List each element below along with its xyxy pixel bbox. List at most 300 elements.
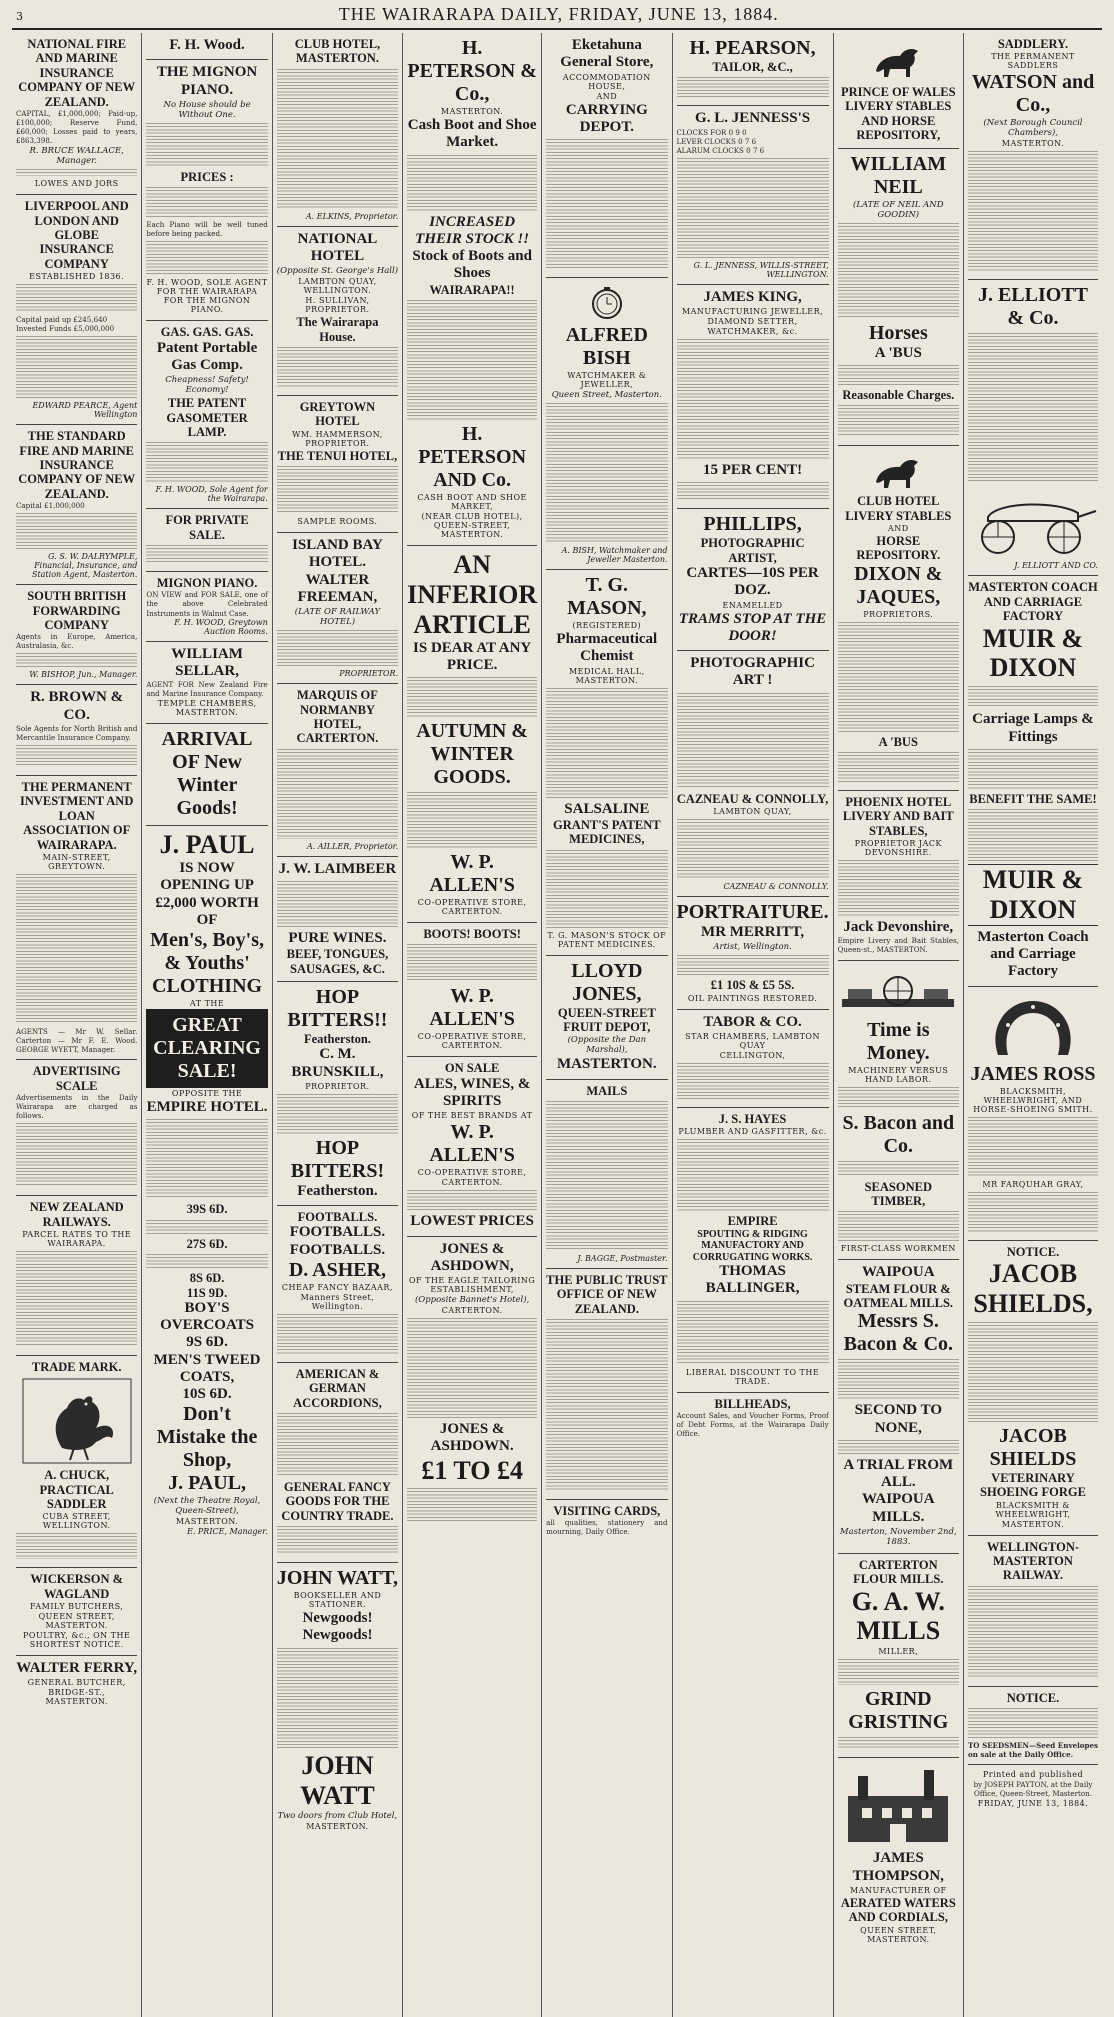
ad-heading: WALTER FERRY, xyxy=(16,1660,138,1677)
columns xyxy=(12,33,1102,2017)
price-row: CLOCKS FOR 0 9 0 xyxy=(676,127,747,137)
ad-heading: SOUTH BRITISH FORWARDING COMPANY xyxy=(27,589,127,632)
ad-heading: GAS. GAS. GAS. xyxy=(160,325,254,340)
horse-icon xyxy=(838,41,959,81)
ad-national-hotel xyxy=(277,227,398,396)
ad-line: CAZNEAU & CONNOLLY, xyxy=(676,791,829,806)
ad-james-thompson xyxy=(838,1758,959,1949)
ad-line: No House should be Without One. xyxy=(163,99,251,120)
ad-heading: PHOENIX HOTEL LIVERY AND BAIT STABLES, xyxy=(842,795,954,838)
ad-line: WATCHMAKER & JEWELLER, xyxy=(567,371,647,389)
ad-line: TRAMS STOP AT THE DOOR! xyxy=(678,610,827,644)
ad-line: AND xyxy=(887,523,909,533)
ad-line: 15 PER CENT! xyxy=(702,462,803,479)
ad-signature: A. BISH, Watchmaker and Jeweller Masterton. xyxy=(561,546,668,564)
ad-heading: BILLHEADS, xyxy=(714,1396,791,1411)
imprint-line: by JOSEPH PAYTON, at the Daily Office, Queen-Street, Masterton. xyxy=(973,1780,1093,1799)
price: 10S 6D. xyxy=(182,1386,232,1403)
ad-line: SEASONED TIMBER, xyxy=(864,1179,932,1208)
ad-line: W. P. ALLEN'S xyxy=(429,985,515,1031)
ad-line: GRIND GRISTING xyxy=(848,1688,949,1734)
imprint xyxy=(968,1765,1098,1814)
ad-line: MASTERTON. xyxy=(306,1822,369,1832)
ad-permanent-investment xyxy=(16,776,137,1060)
ad-line: CARTERTON. xyxy=(441,1178,503,1188)
ad-heading: GREYTOWN HOTEL xyxy=(299,400,376,429)
ad-line: MUIR & DIXON xyxy=(982,623,1084,683)
column-8 xyxy=(964,33,1102,2017)
ad-signature: EDWARD PEARCE, Agent Wellington xyxy=(32,401,138,420)
ad-line: (REGISTERED) xyxy=(572,621,642,630)
ad-heading: PHOTOGRAPHIC ART ! xyxy=(690,655,815,689)
rooster-trademark-icon xyxy=(16,1378,137,1464)
ad-line: WALTER FREEMAN, xyxy=(297,571,378,605)
price: 27S 6D. xyxy=(186,1236,228,1251)
ad-heading: FOOTBALLS. xyxy=(297,1210,378,1224)
ad-advertising-scale xyxy=(16,1060,137,1196)
ad-heading: CLUB HOTEL, MASTERTON. xyxy=(294,37,381,66)
ad-line: (Opposite the Dan Marshal), xyxy=(567,1035,647,1056)
ad-prince-of-wales xyxy=(838,33,959,149)
ad-ales-wines xyxy=(407,1057,537,1236)
ad-line: THE PATENT GASOMETER LAMP. xyxy=(166,396,248,439)
ad-william-neil xyxy=(838,149,959,447)
ad-line: A TRIAL FROM ALL. xyxy=(843,1456,954,1491)
ad-club-hotel xyxy=(277,33,398,227)
ad-line: (LATE OF RAILWAY HOTEL) xyxy=(294,607,381,628)
ad-south-british xyxy=(16,585,137,685)
ad-heading: R. BROWN & CO. xyxy=(30,689,124,723)
ad-line: CASH BOOT AND SHOE MARKET, xyxy=(417,492,527,511)
ad-heading: F. H. Wood. xyxy=(169,37,245,53)
ad-jacob-shields xyxy=(968,1241,1098,1536)
ad-line: LIBERAL DISCOUNT TO THE TRADE. xyxy=(685,1367,820,1386)
ad-line: Manners Street, Wellington. xyxy=(300,1292,375,1311)
ad-heading: VISITING CARDS, xyxy=(553,1504,661,1518)
ad-line: R. BRUCE WALLACE, Manager. xyxy=(29,146,124,167)
ad-line: CELLINGTON, xyxy=(719,1050,786,1060)
ad-hayes-plumber xyxy=(677,1108,829,1393)
ad-line: MANUFACTURER OF xyxy=(850,1885,947,1895)
ad-eketahuna xyxy=(546,33,667,278)
ad-time-is-money xyxy=(838,961,959,1261)
ad-saddlery xyxy=(968,33,1098,280)
ad-heading: THE PERMANENT INVESTMENT AND LOAN ASSOCIATION OF WAIRARAPA. xyxy=(20,780,134,852)
ad-jones-ashdown xyxy=(407,1237,537,1531)
ad-heading: CLUB HOTEL LIVERY STABLES xyxy=(845,494,952,523)
ad-line: MACHINERY VERSUS HAND LABOR. xyxy=(848,1065,949,1084)
ad-alfred-bish xyxy=(546,278,667,570)
ad-heading: JAMES THOMPSON, xyxy=(852,1850,944,1884)
ad-line: HORSE REPOSITORY. xyxy=(856,533,941,563)
ad-line: WAIPOUA MILLS. xyxy=(862,1491,935,1525)
ad-signature: G. L. JENNESS, WILLIS-STREET, WELLINGTON. xyxy=(693,260,829,279)
ad-mails xyxy=(546,1080,667,1269)
ad-line: Stock of Boots and Shoes xyxy=(412,248,532,282)
ad-line: Capital £1,000,000 xyxy=(16,501,85,511)
ad-line: W. P. ALLEN'S xyxy=(429,851,515,897)
ad-national-insurance xyxy=(16,33,137,195)
ad-line: CO-OPERATIVE STORE, CARTERTON. xyxy=(417,1032,527,1051)
ad-heading: AMERICAN & GERMAN ACCORDIONS, xyxy=(293,1366,382,1410)
ad-walter-ferry xyxy=(16,1656,137,1712)
ad-heading: Eketahuna General Store, xyxy=(560,37,654,71)
ad-heading: JOHN WATT, xyxy=(276,1567,398,1590)
ad-line: The Wairarapa House. xyxy=(296,315,379,344)
column-7 xyxy=(834,33,964,2017)
ad-signature: J. BAGGE, Postmaster. xyxy=(577,1253,668,1263)
ad-heading: TRADE MARK. xyxy=(31,1359,122,1374)
ad-line: Advertisements in the Daily Wairarapa are charged as follows. xyxy=(16,1092,138,1121)
ad-line: JACOB SHIELDS xyxy=(989,1424,1077,1470)
ad-line: Men's, Boy's, & Youths' CLOTHING xyxy=(150,929,265,998)
ad-line: DIAMOND SETTER, xyxy=(707,317,798,327)
ad-line: MR MERRITT, xyxy=(701,923,805,940)
ad-name: A. CHUCK, PRACTICAL SADDLER xyxy=(39,1468,114,1512)
ad-line: STAR CHAMBERS, LAMBTON QUAY xyxy=(685,1031,820,1050)
ad-line: THE PERMANENT SADDLERS xyxy=(991,52,1075,71)
ad-line: £1 TO £4 xyxy=(421,1455,523,1485)
ad-nz-railways xyxy=(16,1196,137,1356)
ad-line: ALES, WINES, & SPIRITS xyxy=(413,1075,531,1110)
ad-line: INCREASED THEIR STOCK !! xyxy=(415,213,530,247)
ad-line: OF THE EAGLE TAILORING ESTABLISHMENT, xyxy=(408,1276,536,1295)
ad-line: Capital paid up £245,640 xyxy=(16,315,108,325)
ad-line: AGENTS — Mr W. Sellar. Carterton — Mr F. E. Wood. GEORGE WYETT, Manager. xyxy=(16,1026,138,1055)
ad-line: (Opposite St. George's Hall) xyxy=(276,266,399,277)
ad-line: CARTES—10S PER DOZ. xyxy=(686,565,819,599)
masthead xyxy=(12,2,1102,30)
ad-signature: CAZNEAU & CONNOLLY. xyxy=(723,881,829,891)
ad-heading: HOP BITTERS!! xyxy=(287,985,388,1031)
ad-heading: H. PEARSON, xyxy=(689,37,816,59)
ad-signature: E. PRICE, Manager. xyxy=(186,1527,268,1537)
column-6 xyxy=(673,33,834,2017)
ad-line: AERATED WATERS AND CORDIALS, xyxy=(840,1895,956,1925)
ad-heading: THE MIGNON PIANO. xyxy=(156,64,258,98)
ad-line: TAILOR, &C., xyxy=(712,60,793,74)
ad-heading: SADDLERY. xyxy=(997,37,1069,51)
ad-william-sellar xyxy=(146,642,267,725)
ad-heading: G. L. JENNESS'S xyxy=(695,110,811,127)
ad-line: BLACKSMITH & WHEELWRIGHT, xyxy=(995,1500,1071,1519)
ad-line: PROPRIETOR JACK DEVONSHIRE. xyxy=(854,839,942,858)
ad-line: Artist, Wellington. xyxy=(713,942,792,953)
ad-line: PROPRIETORS. xyxy=(863,609,934,619)
ad-line: FIRST-CLASS WORKMEN xyxy=(840,1244,956,1254)
ad-boots xyxy=(407,923,537,1057)
ad-line: C. M. BRUNSKILL, xyxy=(291,1046,384,1080)
ad-wickerson-wagland xyxy=(16,1568,137,1656)
ad-line: QUEEN-STREET FRUIT DEPOT, xyxy=(557,1005,656,1034)
ad-heading: J. PAUL xyxy=(159,830,255,860)
ad-line: IS NOW OPENING UP xyxy=(160,860,254,894)
ad-heading: ON SALE xyxy=(444,1061,500,1076)
ad-line: Each Piano will be well tuned before being packed. xyxy=(146,220,268,239)
ad-heading: MASTERTON COACH AND CARRIAGE FACTORY xyxy=(968,580,1098,624)
ad-line: JONES & ASHDOWN. xyxy=(430,1421,514,1455)
ad-line: WATSON and Co., xyxy=(971,71,1095,117)
ad-line: D. ASHER, xyxy=(288,1258,387,1281)
ad-line: QUEEN STREET, MASTERTON. xyxy=(860,1925,937,1944)
factory-illustration-icon xyxy=(838,1766,959,1846)
ad-line: TEMPLE CHAMBERS, MASTERTON. xyxy=(157,699,257,718)
ad-line: BENEFIT THE SAME! xyxy=(969,791,1097,806)
ad-line: H. SULLIVAN, PROPRIETOR. xyxy=(305,296,370,315)
ad-line: (Next Borough Council Chambers), xyxy=(983,118,1083,139)
ad-heading: JAMES ROSS xyxy=(970,1062,1096,1085)
ad-line: Masterton, November 2nd, 1883. xyxy=(839,1526,957,1547)
ad-lloyd-jones xyxy=(546,956,667,1080)
ad-john-watt xyxy=(277,1563,398,1837)
ad-notice-seedsmen xyxy=(968,1687,1098,1766)
ad-line: PHOTOGRAPHIC ARTIST, xyxy=(700,536,805,565)
ad-line: LOWEST PRICES xyxy=(410,1213,534,1230)
ad-line: CARTERTON. xyxy=(441,1306,503,1316)
ad-line: MEDICAL HALL, MASTERTON. xyxy=(568,666,645,685)
ad-billheads xyxy=(677,1393,829,1444)
ad-line: Agents in Europe, America, Australasia, &c. xyxy=(16,632,138,651)
ad-line: WM. HAMMERSON, PROPRIETOR. xyxy=(292,429,383,448)
ad-line: LAMBTON QUAY, WELLINGTON. xyxy=(298,277,377,296)
ad-line: LOWES AND JORS xyxy=(34,179,119,189)
carriage-illustration-icon xyxy=(968,487,1098,557)
ad-line: A 'BUS xyxy=(874,344,922,361)
ad-waipoua-mills xyxy=(838,1260,959,1554)
ad-line: SECOND TO NONE, xyxy=(854,1402,942,1436)
price: 11S 9D. xyxy=(186,1285,228,1300)
ad-line: S. Bacon and Co. xyxy=(842,1111,955,1157)
ad-line: (Opposite Bannet's Hotel), xyxy=(414,1295,530,1306)
ad-mignon-piano-view xyxy=(146,572,267,642)
ad-line: WAIRARAPA!! xyxy=(429,282,515,297)
ad-line: EMPIRE HOTEL. xyxy=(146,1099,268,1116)
ad-heading: PHILLIPS, xyxy=(703,513,802,536)
ad-line: Patent Portable Gas Comp. xyxy=(156,339,258,373)
ad-line: JACOB SHIELDS, xyxy=(973,1259,1093,1318)
ad-line: HOP BITTERS! xyxy=(290,1136,385,1182)
price: 9S 6D. xyxy=(186,1334,228,1351)
ad-heading: LIVERPOOL AND LONDON AND GLOBE INSURANCE COMPANY xyxy=(24,199,129,271)
ad-photographic-art xyxy=(677,651,829,897)
ad-line: WATCHMAKER, &c. xyxy=(707,327,798,337)
ad-line: ENAMELLED xyxy=(722,600,783,610)
ad-heading: TABOR & CO. xyxy=(703,1013,802,1030)
ad-heading: PORTRAITURE. xyxy=(676,900,829,923)
ad-line: POULTRY, &c., ON THE SHORTEST NOTICE. xyxy=(23,1631,131,1650)
ad-signature: F. H. WOOD, Sole Agent for the Wairarapa. xyxy=(155,485,268,504)
ad-line: £1 10S & £5 5S. xyxy=(710,978,795,993)
ad-line: GENERAL FANCY GOODS FOR THE COUNTRY TRADE. xyxy=(281,1480,394,1523)
ad-tabor xyxy=(677,1010,829,1108)
ad-heading: J. W. LAIMBEER xyxy=(278,860,397,877)
ad-heading: NEW ZEALAND RAILWAYS. xyxy=(29,1200,124,1229)
ad-line: IS DEAR AT ANY PRICE. xyxy=(413,639,532,673)
ad-line: MEN'S TWEED COATS, xyxy=(153,1351,261,1385)
ad-line: AGENT FOR New Zealand Fire and Marine Insurance Company. xyxy=(146,680,268,699)
ad-line: LAMBTON QUAY, xyxy=(713,806,792,816)
clearing-sale-banner: GREAT CLEARING SALE! xyxy=(146,1009,267,1088)
ad-line: CARRYING DEPOT. xyxy=(565,101,648,135)
ad-line: A 'BUS xyxy=(878,734,918,749)
ad-heading: PRINCE OF WALES LIVERY STABLES AND HORSE REPOSITORY, xyxy=(840,85,956,143)
ad-jenness xyxy=(677,106,829,284)
column-2 xyxy=(142,33,272,2017)
ad-greytown-hotel xyxy=(277,396,398,533)
ad-line: £2,000 WORTH OF xyxy=(155,894,259,928)
ad-line: AT THE xyxy=(189,999,225,1009)
watch-icon xyxy=(546,286,667,320)
ad-line: EMPIRE xyxy=(727,1214,778,1229)
ad-railway-timetable xyxy=(968,1536,1098,1687)
ad-line: CO-OPERATIVE STORE, CARTERTON. xyxy=(417,898,527,917)
ad-line: OPPOSITE THE xyxy=(171,1089,243,1099)
ad-line: Invested Funds £5,000,000 xyxy=(16,324,115,334)
ad-heading: BOOTS! BOOTS! xyxy=(423,927,521,942)
ad-line: Masterton Coach and Carriage Factory xyxy=(977,928,1089,980)
ad-heading: WAIPOUA xyxy=(862,1264,935,1281)
ad-signature: A. AILLER, Proprietor. xyxy=(306,841,399,851)
sawmill-illustration-icon xyxy=(838,969,959,1015)
ad-heading: WILLIAM SELLAR, xyxy=(171,645,243,679)
ad-line: BOY'S OVERCOATS xyxy=(160,1299,255,1334)
ad-fh-wood-banner xyxy=(146,33,267,60)
ad-signature: A. ELKINS, Proprietor. xyxy=(305,211,399,221)
ad-james-king xyxy=(677,285,829,510)
ad-marquis-normanby xyxy=(277,684,398,857)
ad-heading: H. PETERSON & Co., xyxy=(407,37,537,105)
ad-liverpool-london xyxy=(16,195,137,425)
ad-line: MASTERTON. xyxy=(1001,1519,1065,1529)
ad-line: SAMPLE ROOMS. xyxy=(297,517,378,527)
ad-line: Reasonable Charges. xyxy=(842,387,955,402)
ad-signature: PROPRIETOR. xyxy=(339,669,399,679)
ad-line: CO-OPERATIVE STORE, xyxy=(417,1168,527,1178)
ad-line: BLACKSMITH, WHEELWRIGHT, AND HORSE-SHOEING SMITH. xyxy=(973,1086,1093,1114)
ad-line: THOMAS BALLINGER, xyxy=(705,1263,800,1297)
horse-icon xyxy=(838,454,959,490)
ad-line: Horses xyxy=(868,321,928,344)
ad-line: (Next the Theatre Royal, Queen-Street), xyxy=(153,1496,261,1517)
ad-line: J. PAUL, xyxy=(168,1472,247,1495)
ad-line: MUIR & DIXON xyxy=(968,864,1098,926)
ad-line: Jack Devonshire, xyxy=(843,919,954,936)
ad-heading: T. G. MASON, xyxy=(567,574,647,619)
ad-line: Empire Livery and Bait Stables, Queen-st., MASTERTON. xyxy=(837,936,959,955)
ad-line: OF THE BEST BRANDS AT xyxy=(411,1111,533,1121)
ad-line: Cash Boot and Shoe Market. xyxy=(407,117,537,151)
ad-portraiture xyxy=(677,897,829,1010)
ad-heading: THE PUBLIC TRUST OFFICE OF NEW ZEALAND. xyxy=(546,1272,668,1316)
ad-footballs xyxy=(277,1206,398,1363)
ad-line: QUEEN STREET, MASTERTON. xyxy=(38,1612,115,1631)
ad-signature: J. ELLIOTT AND CO. xyxy=(1014,561,1098,571)
ad-line: MASTERTON. xyxy=(557,1056,657,1073)
ad-island-bay-hotel xyxy=(277,533,398,684)
ad-club-hotel-livery xyxy=(838,446,959,791)
ad-line: H. PETERSON AND Co. xyxy=(418,422,527,491)
price-row: LEVER CLOCKS 0 7 6 xyxy=(676,136,757,146)
ad-heading: ADVERTISING SCALE xyxy=(32,1064,121,1093)
ad-heading: NOTICE. xyxy=(1006,1690,1060,1705)
ad-laimbeer xyxy=(277,857,398,982)
ad-james-ross xyxy=(968,987,1098,1241)
ad-line: SPOUTING & RIDGING MANUFACTORY AND CORRUGATING WORKS. xyxy=(692,1228,813,1263)
ad-line: Queen Street, Masterton. xyxy=(551,390,662,400)
ad-phoenix-livery xyxy=(838,791,959,961)
ad-line: Account Sales, and Voucher Forms, Proof of Debt Forms, at the Wairarapa Daily Office. xyxy=(676,1410,829,1439)
ad-line: BOOKSELLER AND STATIONER. xyxy=(293,1591,382,1610)
ad-line: THE TENUI HOTEL, xyxy=(277,448,398,463)
ad-private-sale xyxy=(146,509,267,572)
ad-line: CHEAP FANCY BAZAAR, xyxy=(281,1282,393,1292)
ad-heading: WELLINGTON-MASTERTON RAILWAY. xyxy=(986,1539,1080,1583)
ad-heading: ALFRED BISH xyxy=(565,324,648,369)
ad-j-paul xyxy=(146,826,267,1541)
ad-line: VETERINARY SHOEING FORGE xyxy=(980,1470,1086,1500)
ad-heading: ARRIVAL OF New Winter Goods! xyxy=(161,728,253,820)
ad-line: PURE WINES. xyxy=(288,929,387,946)
ad-heading: WILLIAM NEIL xyxy=(850,152,947,198)
ad-line: ESTABLISHED 1836. xyxy=(29,272,125,282)
ad-signature: G. S. W. DALRYMPLE, Financial, Insurance, and Station Agent, Masterton. xyxy=(31,552,138,580)
price: 8S 6D. xyxy=(189,1271,225,1286)
ad-line: (LATE OF NEIL AND GOODIN) xyxy=(853,199,944,220)
ad-arrival-winter-goods xyxy=(146,724,267,826)
ad-line: PROPRIETOR. xyxy=(305,1081,370,1091)
ad-text: CAPITAL, £1,000,000; Paid-up, £100,000; Reserve Fund, £60,000; Losses paid to years, £863,398. xyxy=(16,108,138,146)
ad-signature: W. BISHOP, Jun., Manager. xyxy=(29,670,138,680)
ad-standard-fire xyxy=(16,425,137,585)
column-1 xyxy=(12,33,142,2017)
ad-line: Carriage Lamps & Fittings xyxy=(972,711,1094,745)
imprint-date: FRIDAY, JUNE 13, 1884. xyxy=(977,1799,1089,1809)
ad-phillips xyxy=(677,509,829,651)
ad-public-trust xyxy=(546,1269,667,1500)
ad-heading: AN INFERIOR ARTICLE xyxy=(407,549,538,639)
ad-line: (NEAR CLUB HOTEL), QUEEN-STREET, MASTERTON. xyxy=(421,511,523,539)
ad-line: all qualities, stationery and mourning, Daily Office. xyxy=(546,1518,668,1537)
ad-line: MASTERTON. xyxy=(1001,139,1065,149)
ad-tg-mason xyxy=(546,570,667,956)
ad-visiting-cards xyxy=(546,1500,667,1542)
ad-heading: MARQUIS OF NORMANBY HOTEL, CARTERTON. xyxy=(296,688,379,746)
ad-j-elliott xyxy=(968,280,1098,576)
ad-gas xyxy=(146,321,267,509)
ad-heading: THE STANDARD FIRE AND MARINE INSURANCE COMPANY OF NEW ZEALAND. xyxy=(18,429,136,501)
ad-line: Newgoods! Newgoods! xyxy=(302,1610,373,1644)
ad-accordions xyxy=(277,1363,398,1563)
ad-heading: J. S. HAYES xyxy=(718,1111,787,1126)
ad-chuck-saddler xyxy=(16,1356,137,1569)
column-3 xyxy=(273,33,403,2017)
ad-mignon-piano xyxy=(146,60,267,321)
price: 39S 6D. xyxy=(186,1202,228,1217)
ad-carterton-flour-mills xyxy=(838,1554,959,1759)
ad-heading: NOTICE. xyxy=(1006,1244,1060,1259)
ad-heading: MAILS xyxy=(586,1083,628,1098)
ad-heading: J. ELLIOTT & Co. xyxy=(977,284,1088,330)
ad-heading: ISLAND BAY HOTEL. xyxy=(292,537,383,571)
ad-line: MASTERTON. xyxy=(175,1517,239,1527)
ad-hop-bitters xyxy=(277,982,398,1206)
ad-heading: WICKERSON & WAGLAND xyxy=(30,1572,124,1601)
ad-line: PLUMBER AND GASFITTER, &c. xyxy=(678,1127,827,1137)
ad-line: TO SEEDSMEN—Seed Envelopes on sale at the Daily Office. xyxy=(967,1741,1098,1760)
ad-heading: LLOYD JONES, xyxy=(571,959,643,1005)
column-5 xyxy=(542,33,672,2017)
column-4 xyxy=(403,33,542,2017)
